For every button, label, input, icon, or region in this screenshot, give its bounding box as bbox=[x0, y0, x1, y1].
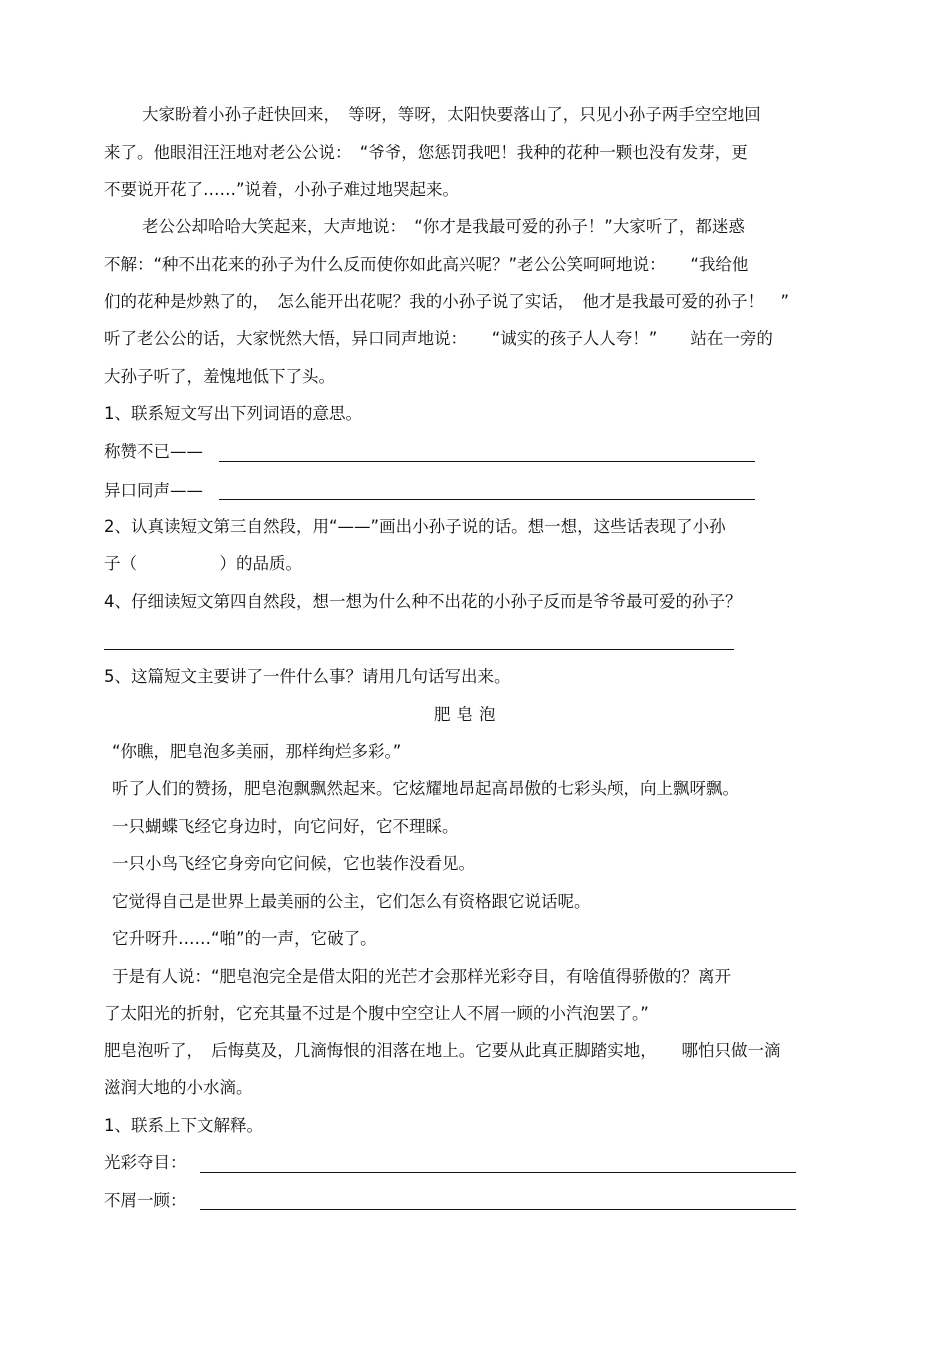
story2-line7: 于是有人说：“肥皂泡完全是借太阳的光芒才会那样光彩夺目，有啥值得骄傲的？离开 bbox=[112, 967, 732, 986]
story2-title: 肥皂泡 bbox=[434, 705, 502, 724]
story2-line3: 一只蝴蝶飞经它身边时，向它问好，它不理睬。 bbox=[112, 817, 459, 836]
story2-line6: 它升呀升……“啪”的一声，它破了。 bbox=[112, 929, 377, 948]
q1-prompt: 1、联系短文写出下列词语的意思。 bbox=[104, 404, 362, 423]
s2-q1a-answer-line[interactable] bbox=[200, 1172, 796, 1173]
story1-p3-line3: 不要说开花了……”说着，小孙子难过地哭起来。 bbox=[104, 180, 460, 199]
s2-q1b-label: 不屑一顾： bbox=[104, 1191, 187, 1210]
q2-line1: 2、认真读短文第三自然段，用“——”画出小孙子说的话。想一想，这些话表现了小孙 bbox=[104, 517, 726, 536]
story2-line8: 了太阳光的折射，它充其量不过是个腹中空空让人不屑一顾的小汽泡罢了。” bbox=[104, 1004, 649, 1023]
q1b-answer-line[interactable] bbox=[219, 499, 755, 500]
story1-p4-line3: 们的花种是炒熟了的， 怎么能开出花呢？我的小孙子说了实话， 他才是我最可爱的孙子！ ” bbox=[104, 292, 790, 311]
q1b-label: 异口同声—— bbox=[104, 481, 203, 500]
q1a-answer-line[interactable] bbox=[219, 461, 755, 462]
story1-p4-line5: 大孙子听了，羞愧地低下了头。 bbox=[104, 367, 335, 386]
q4-prompt: 4、仔细读短文第四自然段，想一想为什么种不出花的小孙子反而是爷爷最可爱的孙子？ bbox=[104, 592, 742, 611]
s2-q1a-label: 光彩夺目： bbox=[104, 1153, 187, 1172]
story1-p3-line1: 大家盼着小孙子赶快回来， 等呀，等呀，太阳快要落山了，只见小孙子两手空空地回 bbox=[142, 105, 761, 124]
story1-p3-line2: 来了。他眼泪汪汪地对老公公说： “爷爷，您惩罚我吧！我种的花种一颗也没有发芽，更 bbox=[104, 143, 748, 162]
story2-line5: 它觉得自己是世界上最美丽的公主，它们怎么有资格跟它说话呢。 bbox=[112, 892, 591, 911]
story2-line2: 听了人们的赞扬，肥皂泡飘飘然起来。它炫耀地昂起高昂傲的七彩头颅，向上飘呀飘。 bbox=[112, 779, 739, 798]
q5-prompt: 5、这篇短文主要讲了一件什么事？请用几句话写出来。 bbox=[104, 667, 511, 686]
story1-p4-line4: 听了老公公的话，大家恍然大悟，异口同声地说： “诚实的孩子人人夸！” 站在一旁的 bbox=[104, 329, 773, 348]
q1a-label: 称赞不已—— bbox=[104, 442, 203, 461]
story2-line10: 滋润大地的小水滴。 bbox=[104, 1078, 253, 1097]
story1-p4-line2: 不解：“种不出花来的孙子为什么反而使你如此高兴呢？”老公公笑呵呵地说： “我给他 bbox=[104, 255, 749, 274]
s2-q1b-answer-line[interactable] bbox=[200, 1209, 796, 1210]
story2-line4: 一只小鸟飞经它身旁向它问候，它也装作没看见。 bbox=[112, 854, 475, 873]
story1-p4-line1: 老公公却哈哈大笑起来，大声地说： “你才是我最可爱的孙子！”大家听了，都迷惑 bbox=[142, 217, 745, 236]
story2-line9: 肥皂泡听了， 后悔莫及，几滴悔恨的泪落在地上。它要从此真正脚踏实地， 哪怕只做一滴 bbox=[104, 1041, 781, 1060]
q4-answer-line[interactable] bbox=[104, 649, 734, 650]
s2-q1-prompt: 1、联系上下文解释。 bbox=[104, 1116, 263, 1135]
story2-line1: “你瞧，肥皂泡多美丽，那样绚烂多彩。” bbox=[112, 742, 402, 761]
q2-line2: 子（ ）的品质。 bbox=[104, 554, 302, 573]
